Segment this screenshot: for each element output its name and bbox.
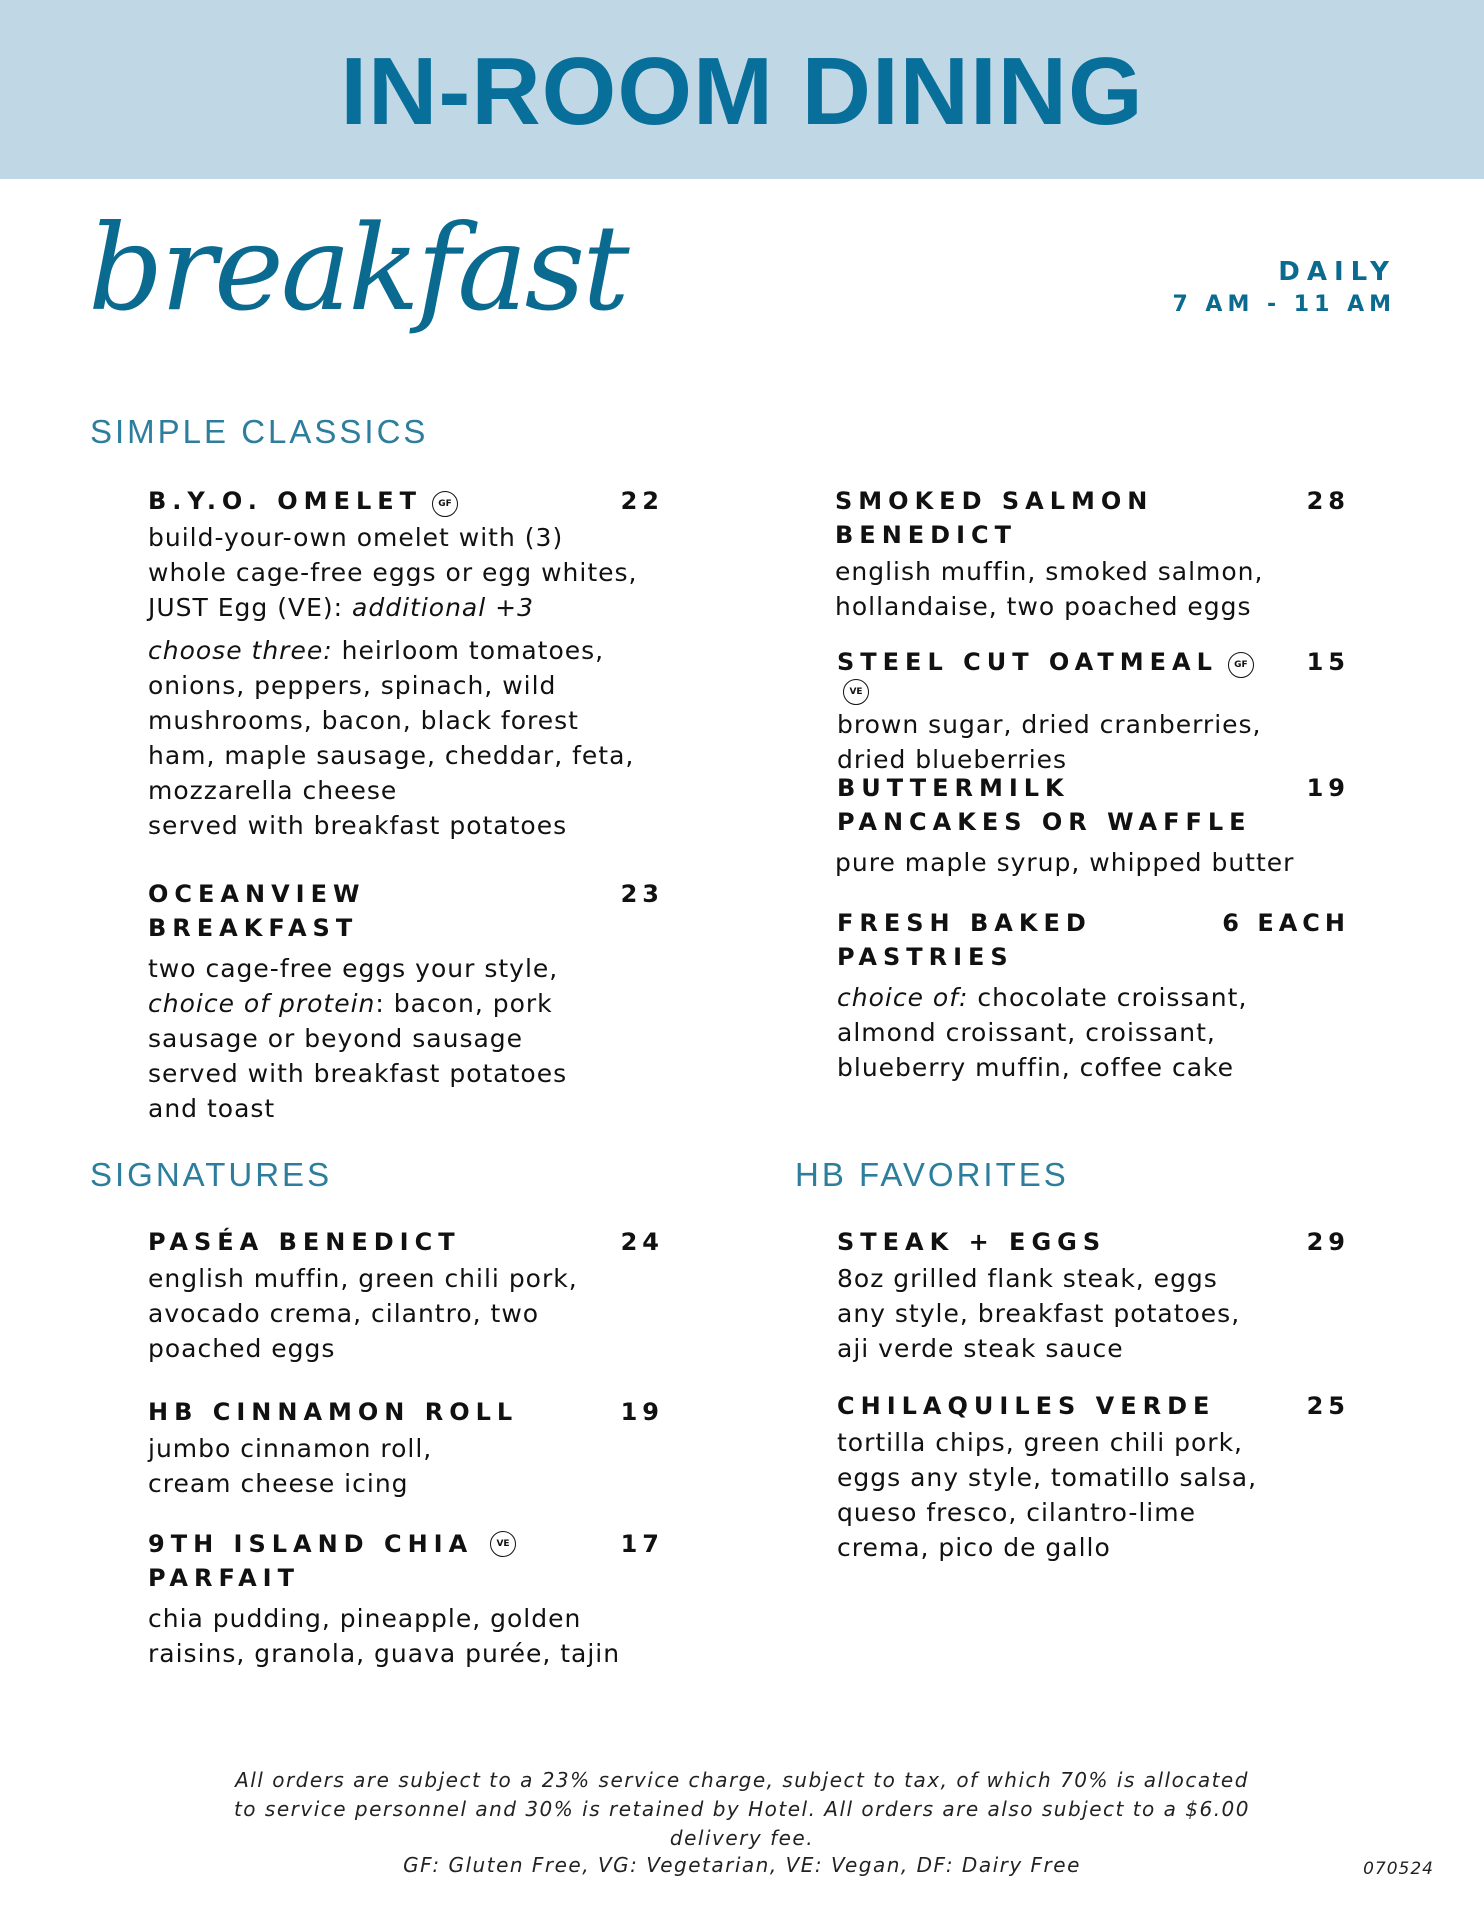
item-price: 29 [1306, 1228, 1350, 1256]
item-options [148, 633, 648, 843]
item-name: PASÉA BENEDICT [148, 1228, 461, 1256]
section-simple-classics: SIMPLE CLASSICS [90, 413, 429, 450]
item-name: STEAK + EGGS [837, 1228, 1107, 1256]
item-side-note: served with breakfast potatoes [148, 811, 568, 840]
item-name: BUTTERMILK PANCAKES OR WAFFLE [837, 774, 1252, 836]
item-name: OCEANVIEW BREAKFAST [148, 880, 366, 942]
menu-item-oceanview [148, 877, 664, 1126]
item-price: 22 [620, 487, 664, 515]
item-price: 28 [1306, 487, 1350, 515]
item-description: jumbo cinnamon roll, cream cheese icing [148, 1434, 433, 1498]
menu-script-title: breakfast [88, 199, 627, 337]
item-description [148, 520, 648, 625]
item-description: english muffin, smoked salmon, hollandaise, two poached eggs [835, 557, 1264, 621]
item-description [148, 951, 588, 1126]
menu-item-pasea-benedict [148, 1225, 664, 1366]
section-hb-favorites: HB FAVORITES [795, 1156, 1069, 1193]
item-price: 19 [620, 1398, 664, 1426]
item-description: 8oz grilled flank steak, eggs any style, breakfast potatoes, aji verde steak sauce [837, 1264, 1241, 1363]
menu-item-omelet [148, 484, 664, 843]
item-description: chia pudding, pineapple, golden raisins, granola, guava purée, tajin [148, 1604, 621, 1668]
item-side-note: served with breakfast potatoes and toast [148, 1059, 568, 1123]
menu-item-pastries [837, 906, 1350, 1085]
item-name: B.Y.O. OMELET [148, 487, 423, 515]
service-charge-note: All orders are subject to a 23% service charge, subject to tax, of which 70% is allocated to service personnel and 30% is retained by Hotel. All orders are also subject to a $6.00 delivery fee. [233, 1768, 1251, 1850]
page-title: IN-ROOM DINING [340, 38, 1144, 145]
menu-item-salmon-benedict [835, 484, 1350, 624]
menu-item-pancakes [837, 771, 1350, 880]
item-price: 24 [620, 1228, 664, 1256]
item-name: CHILAQUILES VERDE [837, 1392, 1216, 1420]
item-price: 15 [1306, 648, 1350, 676]
service-hours [1172, 255, 1396, 321]
item-description: english muffin, green chili pork, avocado crema, cilantro, two poached eggs [148, 1264, 578, 1363]
hours-days: DAILY [1278, 257, 1396, 287]
header-banner [0, 0, 1484, 179]
item-desc-italic: choice of protein [148, 989, 376, 1018]
item-description [837, 980, 1267, 1085]
vegan-icon: VE [843, 679, 869, 705]
item-description: brown sugar, dried cranberries, dried blueberries [837, 710, 1262, 774]
item-price: 25 [1306, 1392, 1350, 1420]
item-options-label: choose three: [148, 636, 333, 665]
item-price: 23 [620, 880, 664, 908]
section-signatures: SIGNATURES [90, 1156, 333, 1193]
menu-item-chia-parfait [148, 1527, 664, 1671]
menu-item-cinnamon-roll [148, 1395, 664, 1501]
item-desc-text: two cage-free eggs your style, [148, 954, 559, 983]
hours-time: 7 AM - 11 AM [1172, 292, 1396, 317]
item-name: STEEL CUT OATMEAL [837, 648, 1218, 676]
item-desc-text: build-your-own omelet with (3) whole cage-free eggs or egg whites, JUST Egg (VE): [148, 523, 638, 622]
menu-code: 070524 [1363, 1859, 1434, 1879]
gluten-free-icon: GF [432, 491, 458, 517]
menu-item-chilaquiles [837, 1389, 1350, 1565]
item-desc-text2: : bacon, pork sausage or beyond sausage [148, 989, 553, 1053]
vegan-icon: VE [490, 1531, 516, 1557]
item-name: 9TH ISLAND CHIA PARFAIT [148, 1530, 474, 1592]
item-price: 17 [620, 1530, 664, 1558]
item-name: FRESH BAKED PASTRIES [837, 909, 1092, 971]
item-desc-italic: choice of: [837, 983, 969, 1012]
gluten-free-icon: GF [1228, 652, 1254, 678]
menu-item-steak-eggs [837, 1225, 1350, 1366]
menu-item-oatmeal [837, 645, 1350, 777]
item-description: pure maple syrup, whipped butter [835, 848, 1295, 877]
item-name: SMOKED SALMON BENEDICT [835, 487, 1154, 549]
item-options-text: heirloom tomatoes, onions, peppers, spinach, wild mushrooms, bacon, black forest ham, maple sausage, cheddar, feta, mozzarella cheese [148, 636, 635, 805]
item-desc-text: chocolate croissant, almond croissant, croissant, blueberry muffin, coffee cake [837, 983, 1248, 1082]
item-price: 6 EACH [1222, 909, 1350, 937]
dietary-legend: GF: Gluten Free, VG: Vegetarian, VE: Vegan, DF: Dairy Free [403, 1853, 1081, 1877]
item-price: 19 [1306, 774, 1350, 802]
item-desc-italic: additional +3 [352, 593, 534, 622]
item-description: tortilla chips, green chili pork, eggs any style, tomatillo salsa, queso fresco, cilantro-lime crema, pico de gallo [837, 1428, 1258, 1562]
item-name: HB CINNAMON ROLL [148, 1398, 519, 1426]
